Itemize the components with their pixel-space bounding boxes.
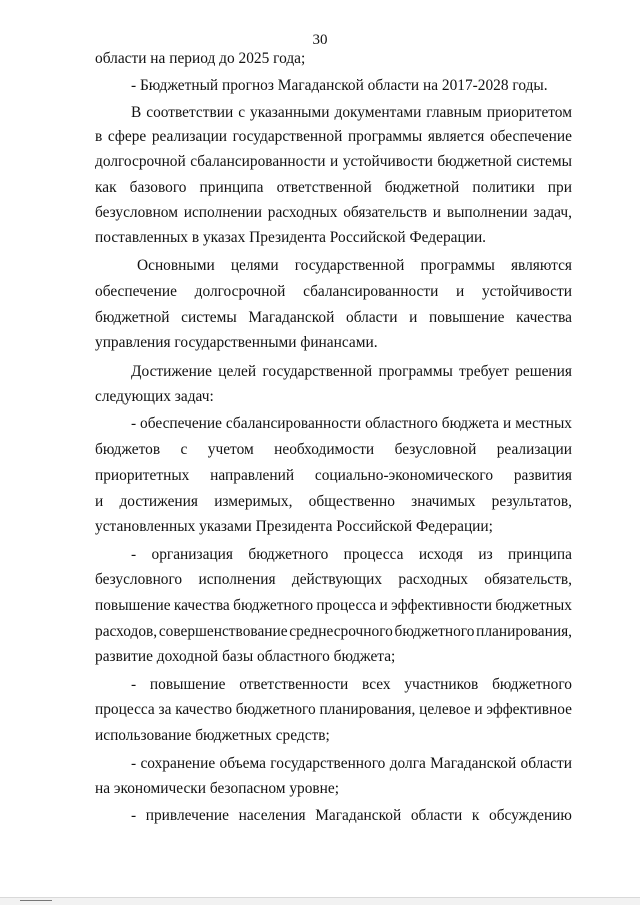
text-line: установленных указами Президента Российской Федерации; — [95, 518, 493, 535]
text-line: области на период до 2025 года; — [95, 50, 306, 67]
text-line: безусловного исполнения действующих расходных обязательств, — [95, 571, 572, 588]
text-line: как базового принципа ответственной бюджетной политики при — [95, 179, 572, 196]
text-line: повышение качества бюджетного процесса и эффективности бюджетных — [95, 597, 572, 614]
text-line: поставленных в указах Президента Российской Федерации. — [95, 229, 487, 246]
text-line: - повышение ответственности всех участников бюджетного — [131, 676, 572, 693]
text-line: развитие доходной базы областного бюджета; — [95, 648, 396, 665]
text-line: использование бюджетных средств; — [95, 727, 330, 744]
text-line: В соответствии с указанными документами главным приоритетом — [131, 104, 572, 121]
text-line: и достижения измеримых, общественно значимых результатов, — [95, 493, 572, 510]
footnote-rule — [20, 900, 52, 901]
text-line: безусловном исполнении расходных обязательств и выполнении задач, — [95, 204, 572, 221]
text-line: обеспечение долгосрочной сбалансированности и устойчивости — [95, 283, 572, 300]
text-line: процесса за качество бюджетного планирования, целевое и эффективное — [95, 701, 572, 718]
text-line: бюджетов с учетом необходимости безусловной реализации — [95, 441, 572, 458]
text-line: - Бюджетный прогноз Магаданской области на 2017-2028 годы. — [131, 77, 548, 94]
text-line: следующих задач: — [95, 388, 214, 405]
text-line: на экономически безопасном уровне; — [95, 780, 340, 797]
text-line: - сохранение объема государственного долга Магаданской области — [131, 755, 572, 772]
text-line: расходов, совершенствование среднесрочного бюджетного планирования, — [95, 623, 572, 640]
text-line: - организация бюджетного процесса исходя из принципа — [131, 546, 572, 563]
text-line: долгосрочной сбалансированности и устойчивости бюджетной системы — [95, 153, 572, 170]
text-line: управления государственными финансами. — [95, 334, 378, 351]
text-line: приоритетных направлений социально-экономического развития — [95, 467, 572, 484]
text-line: Основными целями государственной программы являются — [137, 257, 572, 274]
text-line: - обеспечение сбалансированности областного бюджета и местных — [131, 415, 572, 432]
page-number: 30 — [312, 32, 328, 48]
page-bottom-edge — [0, 897, 640, 905]
text-line: в сфере реализации государственной программы является обеспечение — [95, 128, 572, 145]
text-line: Достижение целей государственной программы требует решения — [131, 363, 572, 380]
text-line: бюджетной системы Магаданской области и повышение качества — [95, 309, 572, 326]
text-line: - привлечение населения Магаданской области к обсуждению — [131, 807, 572, 824]
